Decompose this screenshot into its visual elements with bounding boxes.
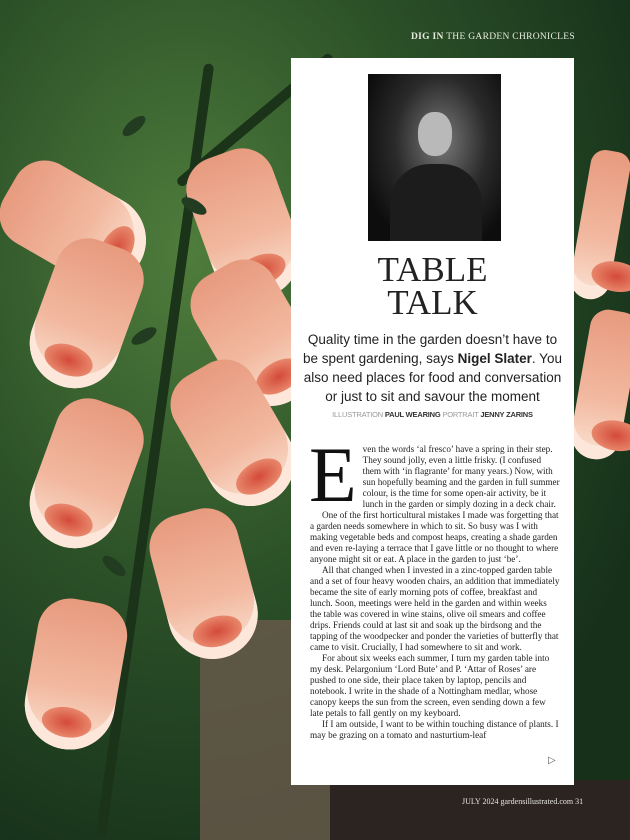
article-standfirst: Quality time in the garden doesn’t have to be spent gardening, says Nigel Slater. You also need places for food and conversation or just to sit and savour the moment <box>303 332 562 404</box>
author-name: Nigel Slater <box>457 351 532 366</box>
continue-arrow-icon: ▷ <box>548 755 556 766</box>
section-label: DIG IN <box>411 32 444 42</box>
page-number: 31 <box>575 797 584 806</box>
article-body <box>309 431 560 741</box>
article-page <box>291 58 574 785</box>
running-header <box>411 32 575 42</box>
credits: ILLUSTRATION PAUL WEARING PORTRAIT JENNY ZARINS <box>332 410 533 419</box>
article-title: TABLE TALK <box>377 250 488 322</box>
paragraph: All that changed when I invested in a zinc-topped garden table and a set of four heavy wooden chairs, an addition that immediately became the site of early morning pots of coffee, breakfast and lunch. Soon, meetings were held in the garden and within weeks the table was covered in wine stains, olive oil smears and coffee drips. Friends could at last sit and soak up the birdsong and the tapping of the woodpecker and ponder the varieties of butterfly that came to visit. Crucially, I had somewhere to sit and work. <box>310 565 560 652</box>
paragraph: If I am outside, I want to be within touching distance of plants. I may be grazing on a tomato and nasturtium-leaf <box>310 719 559 740</box>
publication-name: THE GARDEN CHRONICLES <box>446 32 575 42</box>
paragraph: One of the first horticultural mistakes I made was forgetting that a garden needs somewhere in which to sit. So busy was I with making vegetable beds and compost heaps, creating a shade garden and even re-laying a terrace that I gave little or no thought to where anyone might sit or eat. A place in the garden to just ‘be’. <box>310 510 559 564</box>
page-footer: JULY 2024 gardensillustrated.com 31 <box>462 797 584 806</box>
paragraph: ven the words ‘al fresco’ have a spring in their step. They sound jolly, even a little frisky. (I confused them with ‘in flagrante’ for many years.) Now, with sun hopefully beaming and the garden in full summer colour, is the time for some open-air activity, be it lunch in the garden or simply dozing in a deck chair. <box>362 444 560 509</box>
author-portrait <box>368 74 501 241</box>
paragraph: For about six weeks each summer, I turn my garden table into my desk. Pelargonium ‘Lord Bute’ and P. ‘Attar of Roses’ are pushed to one side, their place taken by laptop, pencils and notebook. I write in the shade of a Nottingham medlar, whose canopy keeps the sun from the screen, even sending down a few late petals to fall gently on my keyboard. <box>310 653 550 718</box>
drop-cap: E <box>309 431 357 518</box>
